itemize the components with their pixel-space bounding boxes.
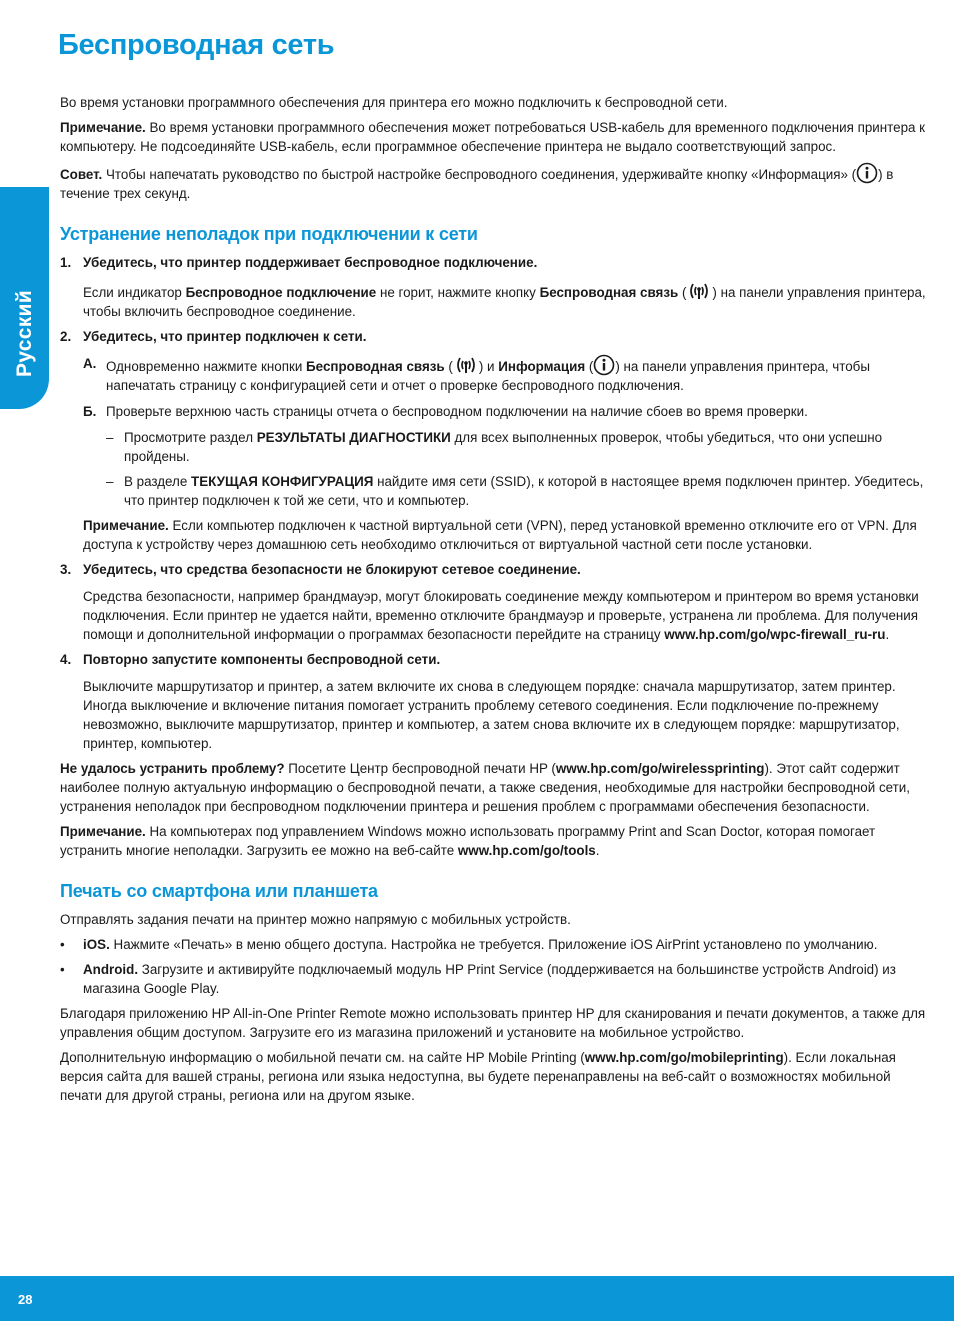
- bullet-mark: •: [60, 962, 65, 977]
- text-run: для всех выполненных проверок, чтобы убедиться, что они успешно пройдены.: [124, 430, 883, 464]
- step-number: 2.: [60, 329, 72, 344]
- step-title: Убедитесь, что принтер поддерживает беспроводное подключение.: [83, 255, 538, 270]
- text-run: (: [585, 359, 594, 374]
- bold-run: Не удалось устранить проблему?: [60, 761, 285, 776]
- bold-run: РЕЗУЛЬТАТЫ ДИАГНОСТИКИ: [256, 430, 451, 445]
- tip-label: Совет.: [60, 167, 103, 182]
- dash-text: [124, 472, 930, 510]
- dash-item-configuration: [106, 472, 930, 510]
- sub-text: Проверьте верхнюю часть страницы отчета о беспроводном подключении на наличие сбоев во время проверки.: [106, 404, 808, 419]
- step-title: Убедитесь, что средства безопасности не блокируют сетевое соединение.: [83, 562, 581, 577]
- sub-text: [106, 354, 930, 395]
- step-2b: [83, 402, 930, 421]
- text-run: найдите имя сети (SSID), к которой в настоящее время подключен принтер. Убедитесь, что принтер подключен к той же сети, что и компьютер.: [124, 474, 924, 508]
- bold-run: Беспроводная связь: [539, 285, 679, 300]
- dash-item-diagnostics: [106, 428, 930, 466]
- dash-mark: –: [106, 474, 114, 489]
- dash-mark: –: [106, 430, 114, 445]
- mobile-printing-link[interactable]: www.hp.com/go/mobileprinting: [584, 1050, 784, 1065]
- bold-run: ТЕКУЩАЯ КОНФИГУРАЦИЯ: [191, 474, 374, 489]
- text-run: (: [678, 285, 687, 300]
- text-run: Просмотрите раздел: [124, 430, 257, 445]
- bold-run: Android.: [83, 962, 139, 977]
- intro-paragraph: Во время установки программного обеспечения для принтера его можно подключить к беспроводной сети.: [60, 95, 728, 110]
- text-run: (: [444, 359, 453, 374]
- note-text: Если компьютер подключен к частной виртуальной сети (VPN), перед установкой временно отключите его от VPN. Для доступа к устройству через домашнюю сеть необходимо отключиться от виртуальной частной сети после установки.: [83, 518, 917, 552]
- text-run: Нажмите «Печать» в меню общего доступа. Настройка не требуется. Приложение iOS AirPrint установлено по умолчанию.: [109, 937, 878, 952]
- text-run: Посетите Центр беспроводной печати HP (: [284, 761, 556, 776]
- bold-run: Беспроводная связь: [306, 359, 445, 374]
- windows-note: [60, 822, 930, 860]
- text-run: Если индикатор: [83, 285, 186, 300]
- bold-run: Информация: [498, 359, 586, 374]
- step-3-heading: [60, 560, 930, 579]
- sub-letter: Б.: [83, 404, 97, 419]
- info-icon: [593, 354, 615, 376]
- step-1-heading: [60, 253, 930, 272]
- step-3-text: [83, 587, 930, 644]
- wireless-icon: [686, 280, 712, 302]
- remote-app-paragraph: Благодаря приложению HP All-in-One Printer Remote можно использовать принтер HP для сканирования и печати документов, а также для управления общим доступом. Загрузите его из магазина приложений и установите на мобильное устройство.: [60, 1006, 926, 1040]
- text-run: ) на панели управления принтера, чтобы напечатать страницу с конфигурацией сети и отчет о проверке беспроводного подключения.: [106, 359, 870, 393]
- bullet-mark: •: [60, 937, 65, 952]
- step-title: Повторно запустите компоненты беспроводной сети.: [83, 652, 441, 667]
- step-number: 4.: [60, 652, 72, 667]
- step-2-heading: [60, 327, 930, 346]
- tip-text-2: ) в течение трех секунд.: [60, 167, 894, 201]
- page-footer: [0, 1276, 954, 1321]
- unresolved-paragraph: [60, 759, 930, 816]
- text-run: .: [885, 627, 890, 642]
- text-run: Дополнительную информацию о мобильной печати см. на сайте HP Mobile Printing (: [60, 1050, 585, 1065]
- step-2-note: [83, 516, 930, 554]
- dash-text: [124, 428, 930, 466]
- info-icon: [856, 162, 878, 184]
- text-run: Одновременно нажмите кнопки: [106, 359, 307, 374]
- text-run: В разделе: [124, 474, 192, 489]
- step-title: Убедитесь, что принтер подключен к сети.: [83, 329, 367, 344]
- step-2a: [83, 354, 930, 395]
- step-number: 1.: [60, 255, 72, 270]
- bullet-text: [83, 935, 877, 954]
- language-label: Русский: [13, 290, 36, 377]
- firewall-link[interactable]: www.hp.com/go/wpc-firewall_ru-ru: [664, 627, 886, 642]
- mobile-intro: Отправлять задания печати на принтер можно напрямую с мобильных устройств.: [60, 912, 571, 927]
- bullet-ios: [60, 935, 930, 954]
- sub-letter: A.: [83, 356, 97, 371]
- page-number: 28: [18, 1292, 33, 1307]
- step-1-text: [83, 280, 930, 321]
- bold-run: Беспроводное подключение: [185, 285, 377, 300]
- note-label: Примечание.: [60, 824, 146, 839]
- text-run: не горит, нажмите кнопку: [376, 285, 540, 300]
- step-number: 3.: [60, 562, 72, 577]
- bullet-text: [83, 960, 930, 998]
- text-run: ) на панели управления принтера, чтобы включить беспроводное соединение.: [83, 285, 926, 319]
- intro-tip: [60, 162, 930, 203]
- mobile-more-paragraph: [60, 1048, 930, 1105]
- text-run: На компьютерах под управлением Windows можно использовать программу Print and Scan Doctor, которая помогает устранить многие неполадки. Загрузить ее можно на веб-сайте: [60, 824, 876, 858]
- text-run: Загрузите и активируйте подключаемый модуль HP Print Service (поддерживается на большинстве устройств Android) из магазина Google Play.: [83, 962, 896, 996]
- text-run: Средства безопасности, например брандмауэр, могут блокировать соединение между компьютером и принтером во время установки подключения. Если принтер не удается найти, временно отключите брандмауэр и проверьте, устранена ли проблема. Для получения помощи и дополнительной информации о программах безопасности перейдите на страницу: [83, 589, 919, 642]
- step-4-heading: [60, 650, 930, 669]
- text-run: ). Этот сайт содержит наиболее полную актуальную информацию о беспроводной печати, а также сведения, необходимые для настройки беспроводной сети, устранения неполадок при беспроводном подключении принтера и решения проблем с программами обеспечения безопасности.: [60, 761, 910, 814]
- bold-run: iOS.: [83, 937, 110, 952]
- note-label: Примечание.: [83, 518, 169, 533]
- bullet-android: [60, 960, 930, 998]
- text-run: ). Если локальная версия сайта для вашей страны, региона или языка недоступна, вы будете перенаправлены на веб-сайт о возможностях мобильной печати для другой страны, региона или на другом языке.: [60, 1050, 896, 1103]
- main-content: [60, 93, 930, 1111]
- note-label: Примечание.: [60, 120, 146, 135]
- step-4-text: Выключите маршрутизатор и принтер, а затем включите их снова в следующем порядке: сначала маршрутизатор, затем принтер. Иногда выключение и включение питания помогает устранить проблему сетевого соединения. Если подключение по-прежнему невозможно, выключите маршрутизатор, принтер и компьютер, а затем снова включите их в следующем порядке: маршрутизатор, принтер, компьютер.: [83, 679, 900, 751]
- text-run: .: [595, 843, 600, 858]
- tip-text-1: Чтобы напечатать руководство по быстрой настройке беспроводного соединения, удерживайте кнопку «Информация» (: [102, 167, 857, 182]
- tools-link[interactable]: www.hp.com/go/tools: [457, 843, 596, 858]
- language-side-tab: [0, 187, 49, 409]
- intro-note: [60, 118, 930, 156]
- wireless-printing-link[interactable]: www.hp.com/go/wirelessprinting: [555, 761, 765, 776]
- wireless-icon: [453, 354, 479, 376]
- mobile-heading: Печать со смартфона или планшета: [60, 881, 378, 901]
- text-run: ) и: [478, 359, 499, 374]
- note-text: Во время установки программного обеспечения может потребоваться USB-кабель для временного подключения принтера к компьютеру. Не подсоединяйте USB-кабель, если программное обеспечение принтера не выдало соответствующий запрос.: [60, 120, 926, 154]
- page-title: Беспроводная сеть: [58, 29, 335, 61]
- troubleshoot-heading: Устранение неполадок при подключении к сети: [60, 224, 478, 244]
